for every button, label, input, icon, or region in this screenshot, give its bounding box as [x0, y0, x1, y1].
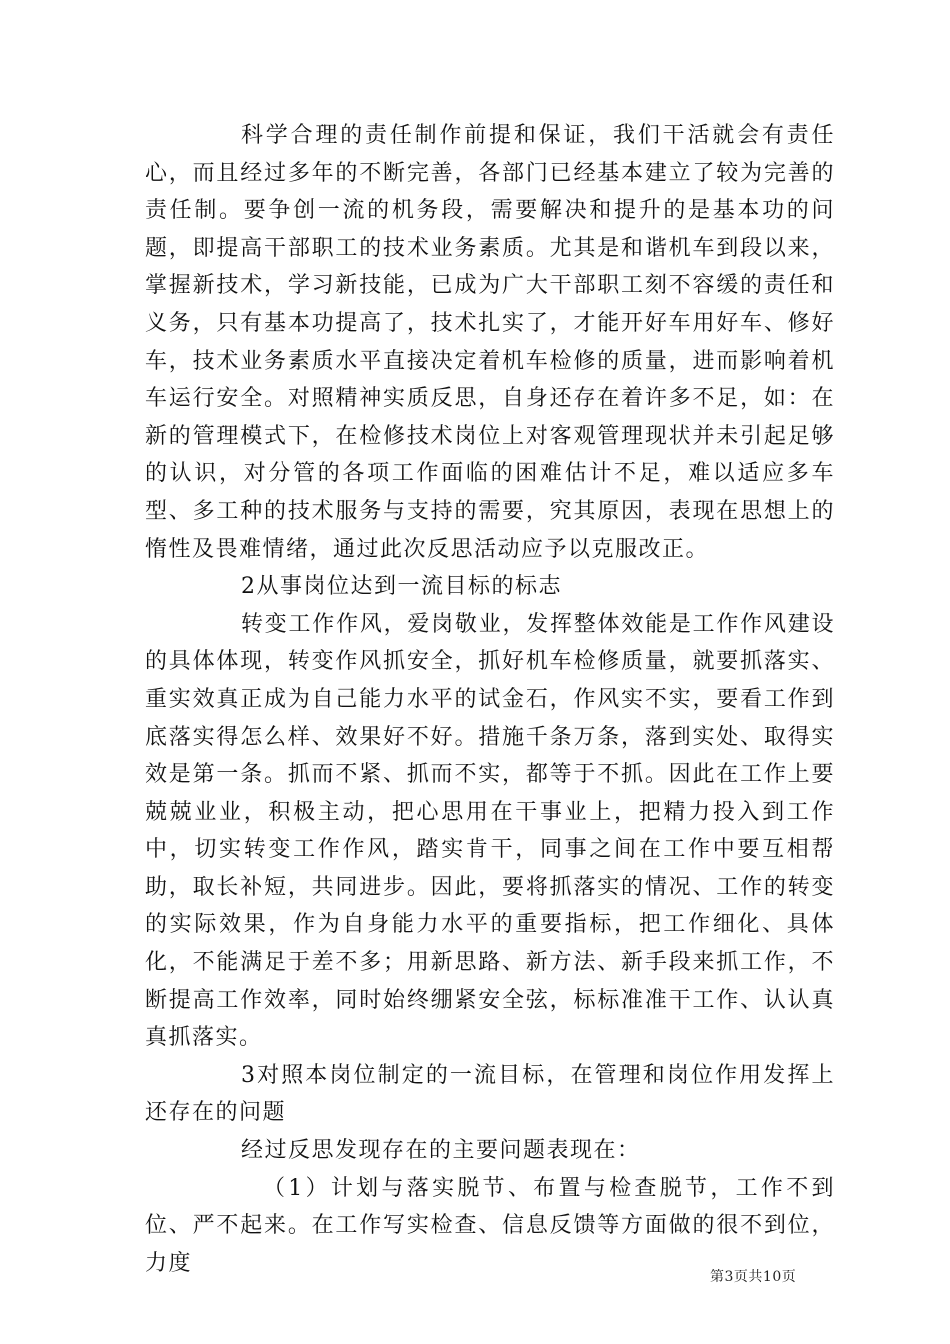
heading-section-2: 2从事岗位达到一流目标的标志: [241, 574, 562, 600]
paragraph-problems-intro: 经过反思发现存在的主要问题表现在：: [241, 1138, 641, 1164]
page-number: 第3页共10页: [710, 1269, 797, 1285]
document-body: [145, 117, 835, 1282]
heading-section-3: 3对照本岗位制定的一流目标，在管理和岗位作用发挥上还存在的问题: [145, 1062, 835, 1126]
paragraph-work-style: 转变工作作风，爱岗敬业，发挥整体效能是工作作风建设的具体体现，转变作风抓安全，抓好机车检修质量，就要抓落实、重实效真正成为自己能力水平的试金石，作风实不实，要看工作到底落实得怎么样、效果好不好。措施千条万条，落到实处、取得实效是第一条。抓而不紧、抓而不实，都等于不抓。因此在工作上要兢兢业业，积极主动，把心思用在干事业上，把精力投入到工作中，切实转变工作作风，踏实肯干，同事之间在工作中要互相帮助，取长补短，共同进步。因此，要将抓落实的情况、工作的转变的实际效果，作为自身能力水平的重要指标，把工作细化、具体化，不能满足于差不多；用新思路、新方法、新手段来抓工作，不断提高工作效率，同时始终绷紧安全弦，标标准准干工作、认认真真抓落实。: [145, 611, 835, 1051]
paragraph-problem-1: （1）计划与落实脱节、布置与检查脱节，工作不到位、严不起来。在工作写实检查、信息反馈等方面做的很不到位，力度: [145, 1175, 835, 1276]
paragraph-responsibility: 科学合理的责任制作前提和保证，我们干活就会有责任心，而且经过多年的不断完善，各部门已经基本建立了较为完善的责任制。要争创一流的机务段，需要解决和提升的是基本功的问题，即提高干部职工的技术业务素质。尤其是和谐机车到段以来，掌握新技术，学习新技能，已成为广大干部职工刻不容缓的责任和义务，只有基本功提高了，技术扎实了，才能开好车用好车、修好车，技术业务素质水平直接决定着机车检修的质量，进而影响着机车运行安全。对照精神实质反思，自身还存在着许多不足，如：在新的管理模式下，在检修技术岗位上对客观管理现状并未引起足够的认识，对分管的各项工作面临的困难估计不足，难以适应多车型、多工种的技术服务与支持的需要，究其原因，表现在思想上的惰性及畏难情绪，通过此次反思活动应予以克服改正。: [145, 123, 835, 562]
